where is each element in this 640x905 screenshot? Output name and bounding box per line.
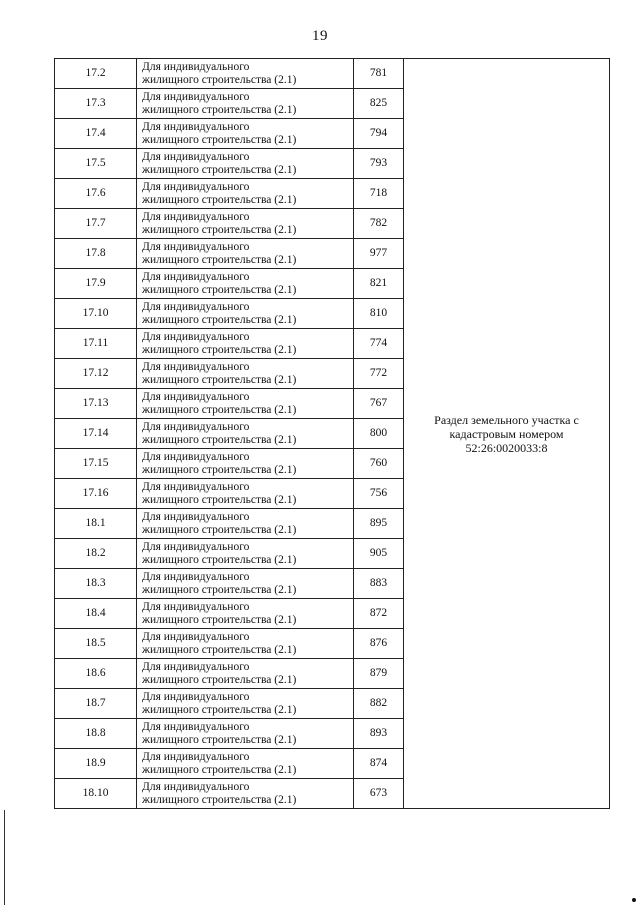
permitted-use-line: жилищного строительства (2.1) — [142, 643, 297, 656]
permitted-use-line: Для индивидуального — [142, 780, 250, 793]
area-cell: 781 — [354, 59, 404, 89]
area-cell: 905 — [354, 539, 404, 569]
permitted-use-line: жилищного строительства (2.1) — [142, 73, 297, 86]
plot-number-cell: 18.7 — [55, 689, 137, 719]
permitted-use-line: Для индивидуального — [142, 270, 250, 283]
permitted-use-cell — [137, 419, 354, 449]
area-cell: 767 — [354, 389, 404, 419]
plot-number-cell: 18.3 — [55, 569, 137, 599]
land-plot-table — [54, 58, 610, 809]
permitted-use-line: жилищного строительства (2.1) — [142, 403, 297, 416]
permitted-use-line: Для индивидуального — [142, 450, 250, 463]
permitted-use-cell — [137, 779, 354, 809]
permitted-use-line: жилищного строительства (2.1) — [142, 103, 297, 116]
plot-number-cell: 17.11 — [55, 329, 137, 359]
permitted-use-cell — [137, 299, 354, 329]
permitted-use-line: жилищного строительства (2.1) — [142, 373, 297, 386]
permitted-use-line: Для индивидуального — [142, 390, 250, 403]
plot-number-cell: 18.10 — [55, 779, 137, 809]
area-cell: 876 — [354, 629, 404, 659]
permitted-use-line: Для индивидуального — [142, 120, 250, 133]
plot-number-cell: 17.6 — [55, 179, 137, 209]
permitted-use-line: жилищного строительства (2.1) — [142, 133, 297, 146]
permitted-use-cell — [137, 329, 354, 359]
plot-number-cell: 17.13 — [55, 389, 137, 419]
permitted-use-line: Для индивидуального — [142, 420, 250, 433]
permitted-use-line: Для индивидуального — [142, 540, 250, 553]
area-cell: 977 — [354, 239, 404, 269]
permitted-use-cell — [137, 689, 354, 719]
permitted-use-line: жилищного строительства (2.1) — [142, 793, 297, 806]
permitted-use-line: жилищного строительства (2.1) — [142, 763, 297, 776]
plot-number-cell: 17.8 — [55, 239, 137, 269]
permitted-use-cell — [137, 509, 354, 539]
area-cell: 895 — [354, 509, 404, 539]
scan-mark — [632, 898, 636, 902]
area-cell: 772 — [354, 359, 404, 389]
land-plot-table-body — [55, 59, 610, 809]
area-cell: 821 — [354, 269, 404, 299]
plot-number-cell: 18.1 — [55, 509, 137, 539]
permitted-use-cell — [137, 749, 354, 779]
permitted-use-line: жилищного строительства (2.1) — [142, 433, 297, 446]
plot-number-cell: 17.14 — [55, 419, 137, 449]
permitted-use-line: жилищного строительства (2.1) — [142, 223, 297, 236]
plot-number-cell: 18.4 — [55, 599, 137, 629]
permitted-use-cell — [137, 179, 354, 209]
plot-number-cell: 17.5 — [55, 149, 137, 179]
area-cell: 872 — [354, 599, 404, 629]
permitted-use-line: Для индивидуального — [142, 600, 250, 613]
plot-number-cell: 17.3 — [55, 89, 137, 119]
plot-number-cell: 18.9 — [55, 749, 137, 779]
area-cell: 825 — [354, 89, 404, 119]
permitted-use-line: Для индивидуального — [142, 750, 250, 763]
permitted-use-line: жилищного строительства (2.1) — [142, 193, 297, 206]
permitted-use-line: жилищного строительства (2.1) — [142, 343, 297, 356]
area-cell: 874 — [354, 749, 404, 779]
plot-number-cell: 17.10 — [55, 299, 137, 329]
permitted-use-line: Для индивидуального — [142, 690, 250, 703]
permitted-use-line: жилищного строительства (2.1) — [142, 493, 297, 506]
permitted-use-cell — [137, 149, 354, 179]
permitted-use-line: жилищного строительства (2.1) — [142, 163, 297, 176]
area-cell: 756 — [354, 479, 404, 509]
area-cell: 673 — [354, 779, 404, 809]
plot-number-cell: 17.15 — [55, 449, 137, 479]
area-cell: 774 — [354, 329, 404, 359]
permitted-use-line: Для индивидуального — [142, 720, 250, 733]
permitted-use-line: Для индивидуального — [142, 240, 250, 253]
permitted-use-line: Для индивидуального — [142, 480, 250, 493]
permitted-use-line: жилищного строительства (2.1) — [142, 733, 297, 746]
area-cell: 793 — [354, 149, 404, 179]
permitted-use-cell — [137, 569, 354, 599]
permitted-use-line: Для индивидуального — [142, 360, 250, 373]
permitted-use-cell — [137, 629, 354, 659]
permitted-use-line: Для индивидуального — [142, 210, 250, 223]
plot-number-cell: 17.12 — [55, 359, 137, 389]
plot-number-cell: 17.4 — [55, 119, 137, 149]
permitted-use-cell — [137, 479, 354, 509]
permitted-use-line: Для индивидуального — [142, 330, 250, 343]
area-cell: 810 — [354, 299, 404, 329]
area-cell: 760 — [354, 449, 404, 479]
permitted-use-cell — [137, 389, 354, 419]
permitted-use-line: Для индивидуального — [142, 660, 250, 673]
plot-number-cell: 18.8 — [55, 719, 137, 749]
area-cell: 800 — [354, 419, 404, 449]
permitted-use-line: жилищного строительства (2.1) — [142, 703, 297, 716]
permitted-use-cell — [137, 449, 354, 479]
permitted-use-line: Для индивидуального — [142, 570, 250, 583]
permitted-use-line: жилищного строительства (2.1) — [142, 613, 297, 626]
permitted-use-line: Для индивидуального — [142, 90, 250, 103]
permitted-use-line: жилищного строительства (2.1) — [142, 523, 297, 536]
permitted-use-cell — [137, 659, 354, 689]
area-cell: 882 — [354, 689, 404, 719]
permitted-use-line: жилищного строительства (2.1) — [142, 463, 297, 476]
area-cell: 883 — [354, 569, 404, 599]
land-plot-table-container — [54, 58, 609, 809]
plot-number-cell: 17.2 — [55, 59, 137, 89]
permitted-use-line: жилищного строительства (2.1) — [142, 283, 297, 296]
permitted-use-line: Для индивидуального — [142, 630, 250, 643]
permitted-use-cell — [137, 599, 354, 629]
plot-number-cell: 17.7 — [55, 209, 137, 239]
permitted-use-line: жилищного строительства (2.1) — [142, 553, 297, 566]
permitted-use-line: жилищного строительства (2.1) — [142, 253, 297, 266]
permitted-use-cell — [137, 239, 354, 269]
permitted-use-line: Для индивидуального — [142, 510, 250, 523]
permitted-use-cell — [137, 209, 354, 239]
plot-number-cell: 17.16 — [55, 479, 137, 509]
plot-number-cell: 17.9 — [55, 269, 137, 299]
permitted-use-line: Для индивидуального — [142, 60, 250, 73]
permitted-use-line: жилищного строительства (2.1) — [142, 583, 297, 596]
permitted-use-cell — [137, 719, 354, 749]
plot-number-cell: 18.2 — [55, 539, 137, 569]
permitted-use-line: Для индивидуального — [142, 180, 250, 193]
area-cell: 782 — [354, 209, 404, 239]
permitted-use-line: Для индивидуального — [142, 150, 250, 163]
area-cell: 718 — [354, 179, 404, 209]
area-cell: 879 — [354, 659, 404, 689]
margin-rule — [4, 810, 5, 905]
area-cell: 893 — [354, 719, 404, 749]
permitted-use-cell — [137, 269, 354, 299]
permitted-use-cell — [137, 119, 354, 149]
table-row — [55, 59, 610, 89]
page-number: 19 — [312, 28, 328, 44]
cadastral-note-cell: Раздел земельного участка с кадастровым номером 52:26:0020033:8 — [404, 59, 610, 809]
plot-number-cell: 18.5 — [55, 629, 137, 659]
permitted-use-cell — [137, 89, 354, 119]
permitted-use-cell — [137, 539, 354, 569]
permitted-use-line: Для индивидуального — [142, 300, 250, 313]
permitted-use-cell — [137, 59, 354, 89]
plot-number-cell: 18.6 — [55, 659, 137, 689]
area-cell: 794 — [354, 119, 404, 149]
permitted-use-line: жилищного строительства (2.1) — [142, 313, 297, 326]
permitted-use-cell — [137, 359, 354, 389]
permitted-use-line: жилищного строительства (2.1) — [142, 673, 297, 686]
